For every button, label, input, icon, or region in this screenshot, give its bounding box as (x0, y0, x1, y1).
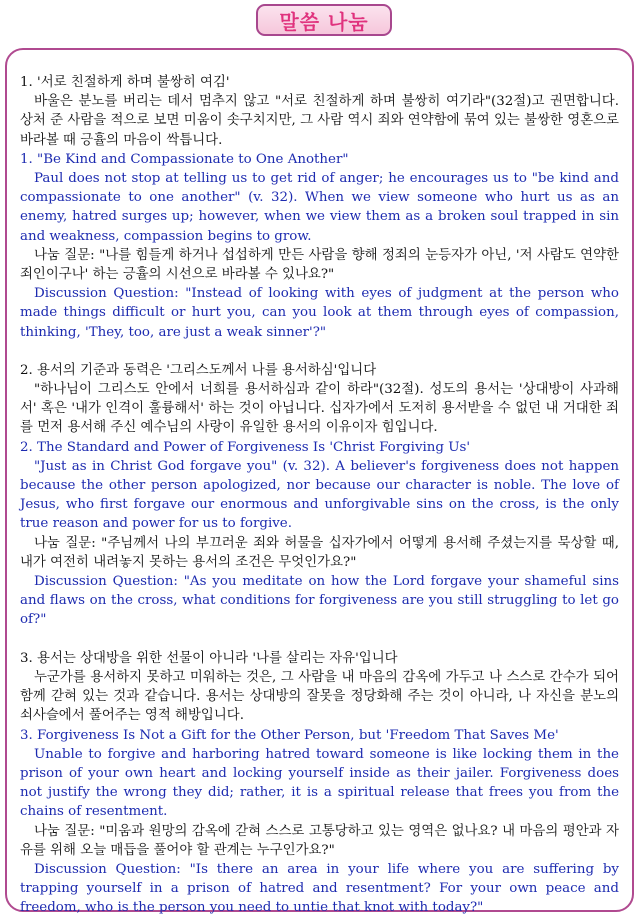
section-3 (20, 649, 619, 918)
section-heading-korean: 2. 용서의 기준과 동력은 '그리스도께서 나를 용서하심'입니다 (20, 362, 377, 378)
section-body-korean: "하나님이 그리스도 안에서 너희를 용서하심과 같이 하라"(32절). 성도의 용서는 '상대방이 사과해서' 혹은 '내가 인격이 훌륭해서' 하는 것이 아닙니다. 십자가에서 도저히 용서받을 수 없던 내 거대한 죄를 먼저 용서해 주신 예수님의 사랑이 유일한 용서의 이유이자 힘입니다. (20, 382, 619, 436)
section-heading-korean: 1. '서로 친절하게 하며 불쌍히 여김' (20, 75, 230, 90)
section-body-korean: 누군가를 용서하지 못하고 미워하는 것은, 그 사람을 내 마음의 감옥에 가두고 나 스스로 간수가 되어 함께 갇혀 있는 것과 같습니다. 용서는 상대방의 잘못을 정당화해 주는 것이 아니라, 나 자신을 분노의 쇠사슬에서 풀어주는 영적 해방입니다. (20, 669, 619, 724)
page-title: 말씀 나눔 (256, 4, 392, 36)
discussion-question-english: Discussion Question: "Is there an area in your life where you are suffering by trapping yourself in a prison of hatred and resentment? For your own peace and freedom, who is the person you need to untie that knot with today?" (20, 861, 619, 916)
section-heading-english: 3. Forgiveness Is Not a Gift for the Other Person, but 'Freedom That Saves Me' (20, 727, 559, 743)
section-1 (20, 73, 619, 342)
discussion-question-korean: 나눔 질문: "주님께서 나의 부끄러운 죄와 허물을 십자가에서 어떻게 용서해 주셨는지를 묵상할 때, 내가 여전히 내려놓지 못하는 용서의 조건은 무엇인가요?" (20, 535, 619, 570)
section-heading-english: 1. "Be Kind and Compassionate to One Another" (20, 151, 349, 167)
section-body-english: Unable to forgive and harboring hatred toward someone is like locking them in the prison of your own heart and locking yourself inside as their jailer. Forgiveness does not justify the wrong they did; rather, it is a spiritual release that frees you from the chains of resentment. (20, 746, 619, 820)
discussion-question-english: Discussion Question: "As you meditate on how the Lord forgave your shameful sins and flaws on the cross, what conditions for forgiveness are you still struggling to let go of?" (20, 574, 619, 628)
section-body-english: Paul does not stop at telling us to get rid of anger; he encourages us to "be kind and compassionate to one another" (v. 32). When we view someone who hurt us as an enemy, hatred surges up; however, when we view them as a broken soul trapped in sin and weakness, compassion begins to grow. (20, 171, 619, 244)
discussion-question-english: Discussion Question: "Instead of looking with eyes of judgment at the person who made things difficult or hurt you, can you look at them through eyes of compassion, thinking, 'They, too, are just a weak sinner'?" (20, 286, 619, 340)
discussion-question-korean: 나눔 질문: "미움과 원망의 감옥에 갇혀 스스로 고통당하고 있는 영역은 없나요? 내 마음의 평안과 자유를 위해 오늘 매듭을 풀어야 할 관계는 누구인가요?" (20, 823, 619, 858)
section-body-korean: 바울은 분노를 버리는 데서 멈추지 않고 "서로 친절하게 하며 불쌍히 여기라"(32절)고 권면합니다. 상처 준 사람을 적으로 보면 미움이 솟구치지만, 그 사람 역시 죄와 연약함에 묶여 있는 불쌍한 영혼으로 바라볼 때 긍휼의 마음이 싹틉니다. (20, 94, 619, 148)
sermon-sharing-content (20, 73, 619, 918)
section-2 (20, 361, 619, 630)
discussion-question-korean: 나눔 질문: "나를 힘들게 하거나 섭섭하게 만든 사람을 향해 정죄의 눈등자가 아닌, '저 사람도 연약한 죄인이구나' 하는 긍휼의 시선으로 바라볼 수 있나요?" (20, 247, 619, 283)
section-heading-korean: 3. 용서는 상대방을 위한 선물이 아니라 '나를 살리는 자유'입니다 (20, 650, 398, 666)
section-heading-english: 2. The Standard and Power of Forgiveness Is 'Christ Forgiving Us' (20, 439, 471, 455)
section-body-english: "Just as in Christ God forgave you" (v. 32). A believer's forgiveness does not happen because the other person apologized, nor because our character is noble. The love of Jesus, who first forgave our enormous and unforgivable sins on the cross, is the only true reason and power for us to forgive. (20, 458, 619, 532)
